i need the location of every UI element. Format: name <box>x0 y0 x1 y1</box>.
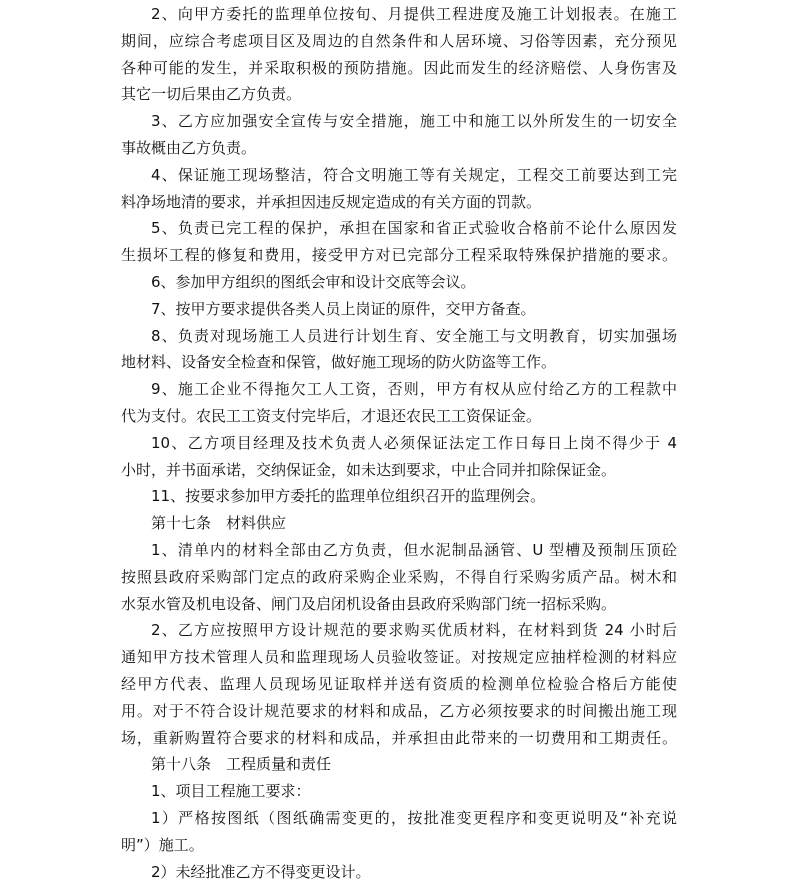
text-line: 地材料、设备安全检查和保管，做好施工现场的防火防盗等工作。 <box>121 353 557 372</box>
text-line: 4、保证施工现场整洁，符合文明施工等有关规定，工程交工前要达到工完 <box>151 165 677 184</box>
text-line: 6、参加甲方组织的图纸会审和设计交底等会议。 <box>151 273 476 291</box>
text-line: 10、乙方项目经理及技术负责人必须保证法定工作日每日上岗不得少于 4 <box>151 433 677 452</box>
text-line: 7、按甲方要求提供各类人员上岗证的原件，交甲方备查。 <box>151 299 536 318</box>
text-line: 2）未经批准乙方不得变更设计。 <box>151 862 371 881</box>
text-line: 8、负责对现场施工人员进行计划生育、安全施工与文明教育，切实加强场 <box>151 326 677 345</box>
text-line: 9、施工企业不得拖欠工人工资，否则，甲方有权从应付给乙方的工程款中 <box>151 380 677 399</box>
text-line: 2、乙方应按照甲方设计规范的要求购买优质材料，在材料到货 24 小时后 <box>151 621 677 640</box>
text-line: 按照县政府采购部门定点的政府采购企业采购，不得自行采购劣质产品。树木和 <box>121 567 677 586</box>
text-line: 明”）施工。 <box>121 835 204 854</box>
text-line: 期间，应综合考虑项目区及周边的自然条件和人居环境、习俗等因素，充分预见 <box>121 31 677 50</box>
section-heading: 第十八条 工程质量和责任 <box>151 755 332 774</box>
text-line: 其它一切后果由乙方负责。 <box>121 85 302 104</box>
text-line: 11、按要求参加甲方委托的监理单位组织召开的监理例会。 <box>151 487 546 506</box>
text-line: 2、向甲方委托的监理单位按旬、月提供工程进度及施工计划报表。在施工 <box>151 5 677 23</box>
text-line: 场，重新购置符合要求的材料和成品，并承担由此带来的一切费用和工期责任。 <box>121 728 677 747</box>
text-line: 用。对于不符合设计规范要求的材料和成品，乙方必须按要求的时间搬出施工现 <box>121 701 677 720</box>
text-line: 3、乙方应加强安全宣传与安全措施，施工中和施工以外所发生的一切安全 <box>151 112 677 131</box>
text-line: 事故概由乙方负责。 <box>121 139 257 157</box>
text-line: 5、负责已完工程的保护，承担在国家和省正式验收合格前不论什么原因发 <box>151 219 677 238</box>
text-line: 1）严格按图纸（图纸确需变更的，按批准变更程序和变更说明及“补充说 <box>151 809 677 827</box>
text-line: 料净场地清的要求，并承担因违反规定造成的有关方面的罚款。 <box>121 192 542 211</box>
text-line: 生损坏工程的修复和费用，接受甲方对已完部分工程采取特殊保护措施的要求。 <box>121 246 677 265</box>
text-line: 各种可能的发生，并采取积极的预防措施。因此而发生的经济赔偿、人身伤害及 <box>121 58 677 77</box>
text-line: 1、清单内的材料全部由乙方负责，但水泥制品涵管、U 型槽及预制压顶砼 <box>151 541 677 559</box>
section-heading: 第十七条 材料供应 <box>151 514 287 533</box>
text-line: 水泵水管及机电设备、闸门及启闭机设备由县政府采购部门统一招标采购。 <box>121 594 617 613</box>
text-line: 1、项目工程施工要求： <box>151 782 311 801</box>
text-line: 经甲方代表、监理人员现场见证取样并送有资质的检测单位检验合格后方能使 <box>121 675 677 693</box>
text-line: 小时，并书面承诺，交纳保证金，如未达到要求，中止合同并扣除保证金。 <box>121 460 617 479</box>
text-line: 通知甲方技术管理人员和监理现场人员验收签证。对按规定应抽样检测的材料应 <box>121 648 677 667</box>
text-line: 代为支付。农民工工资支付完毕后，才退还农民工工资保证金。 <box>121 407 542 425</box>
